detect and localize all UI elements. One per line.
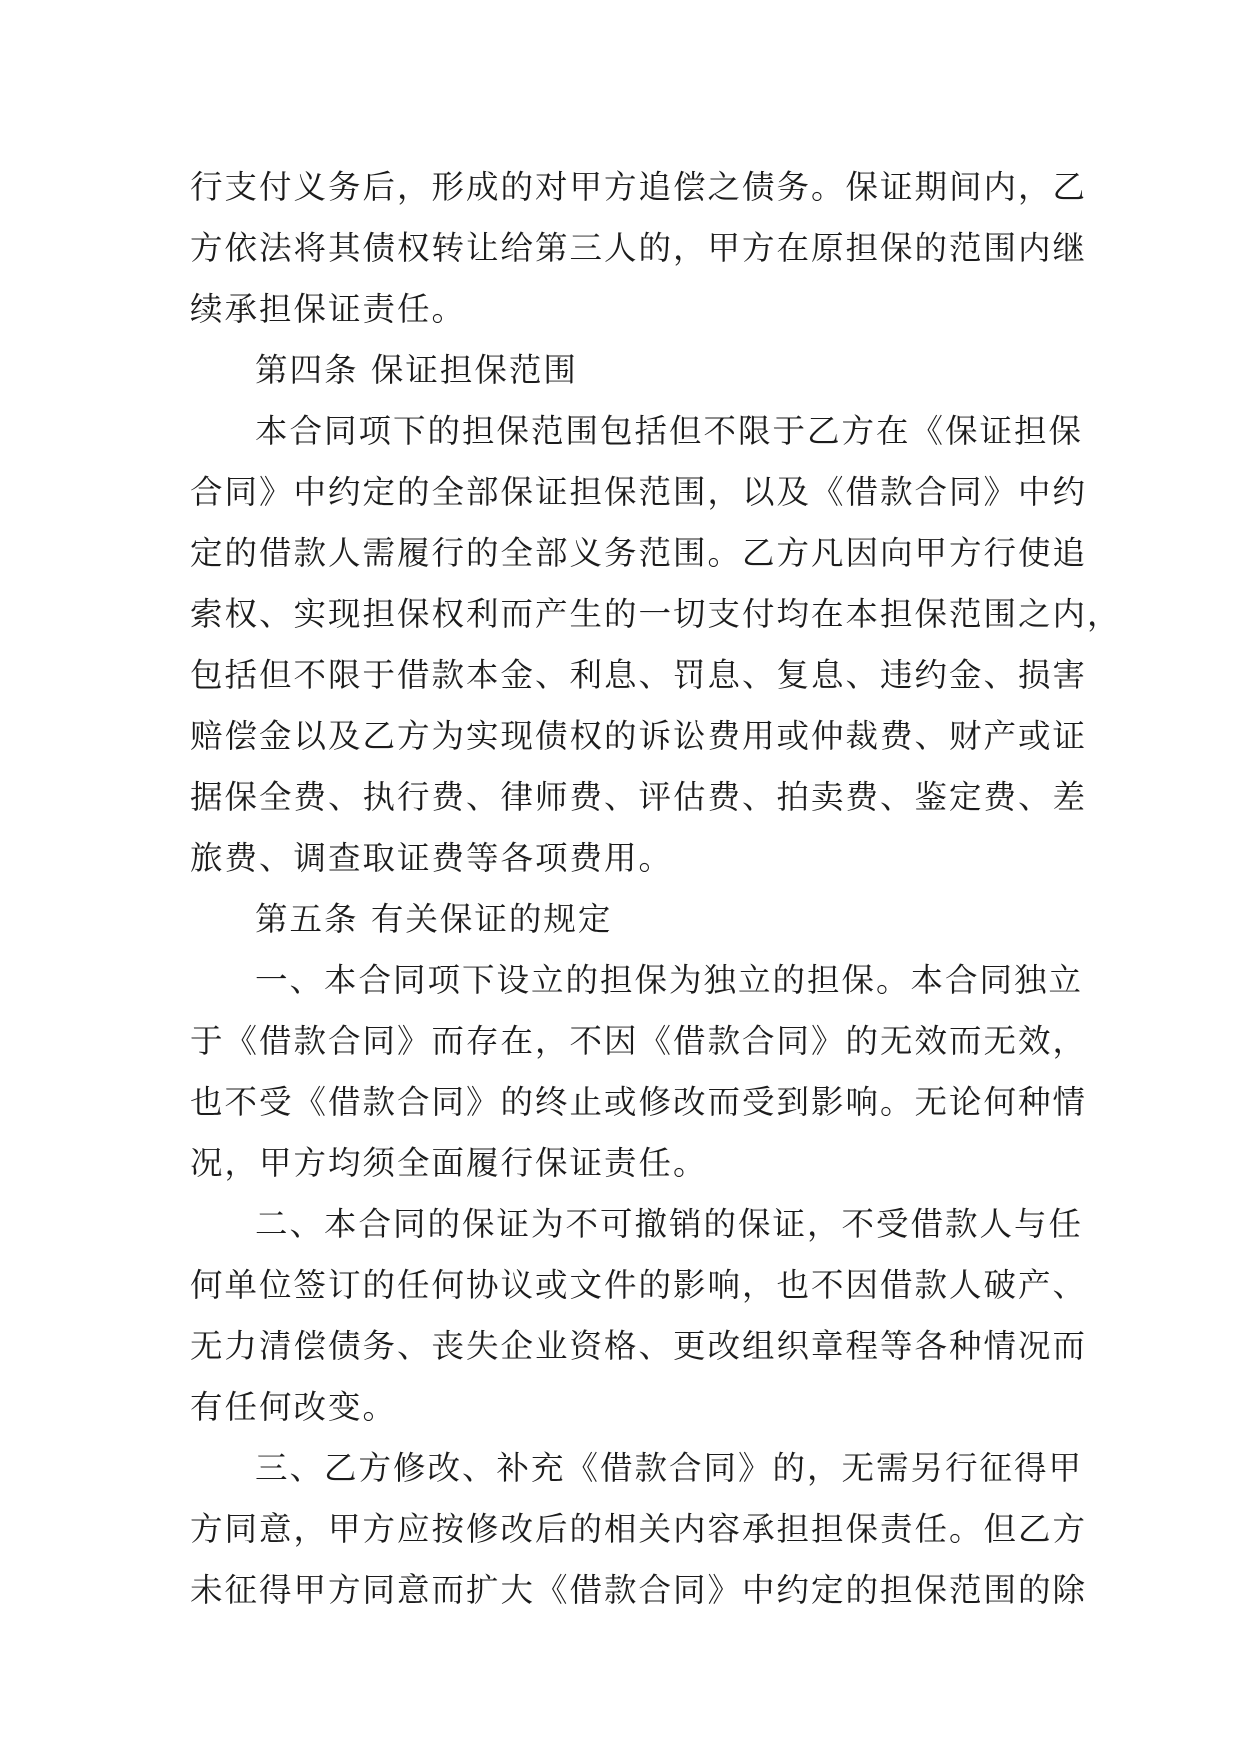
text-line: 未征得甲方同意而扩大《借款合同》中约定的担保范围的除 [190,1571,1088,1609]
section-heading: 第五条 有关保证的规定 [255,900,613,938]
text-line: 赔偿金以及乙方为实现债权的诉讼费用或仲裁费、财产或证 [190,717,1088,755]
text-line: 况，甲方均须全面履行保证责任。 [190,1144,708,1182]
text-line: 续承担保证责任。 [190,290,467,328]
text-line: 合同》中约定的全部保证担保范围，以及《借款合同》中约 [190,473,1088,511]
text-line: 定的借款人需履行的全部义务范围。乙方凡因向甲方行使追 [190,534,1088,572]
text-line: 三、乙方修改、补充《借款合同》的，无需另行征得甲 [255,1449,1084,1487]
text-line: 本合同项下的担保范围包括但不限于乙方在《保证担保 [255,412,1084,450]
document-body [190,157,1122,1621]
text-line: 有任何改变。 [190,1388,398,1426]
text-line: 旅费、调查取证费等各项费用。 [190,839,674,877]
section-heading: 第四条 保证担保范围 [255,351,578,389]
text-line: 一、本合同项下设立的担保为独立的担保。本合同独立 [255,961,1084,999]
text-line: 何单位签订的任何协议或文件的影响，也不因借款人破产、 [190,1266,1088,1304]
text-line: 包括但不限于借款本金、利息、罚息、复息、违约金、损害 [190,656,1088,694]
text-line: 方依法将其债权转让给第三人的，甲方在原担保的范围内继 [190,229,1088,267]
text-line: 据保全费、执行费、律师费、评估费、拍卖费、鉴定费、差 [190,778,1088,816]
text-line: 也不受《借款合同》的终止或修改而受到影响。无论何种情 [190,1083,1088,1121]
text-line: 行支付义务后，形成的对甲方追偿之债务。保证期间内，乙 [190,168,1088,206]
text-line: 于《借款合同》而存在，不因《借款合同》的无效而无效， [190,1022,1088,1060]
text-line: 方同意，甲方应按修改后的相关内容承担担保责任。但乙方 [190,1510,1088,1548]
text-line: 索权、实现担保权利而产生的一切支付均在本担保范围之内， [190,595,1122,633]
text-line: 二、本合同的保证为不可撤销的保证，不受借款人与任 [255,1205,1084,1243]
text-line: 无力清偿债务、丧失企业资格、更改组织章程等各种情况而 [190,1327,1088,1365]
